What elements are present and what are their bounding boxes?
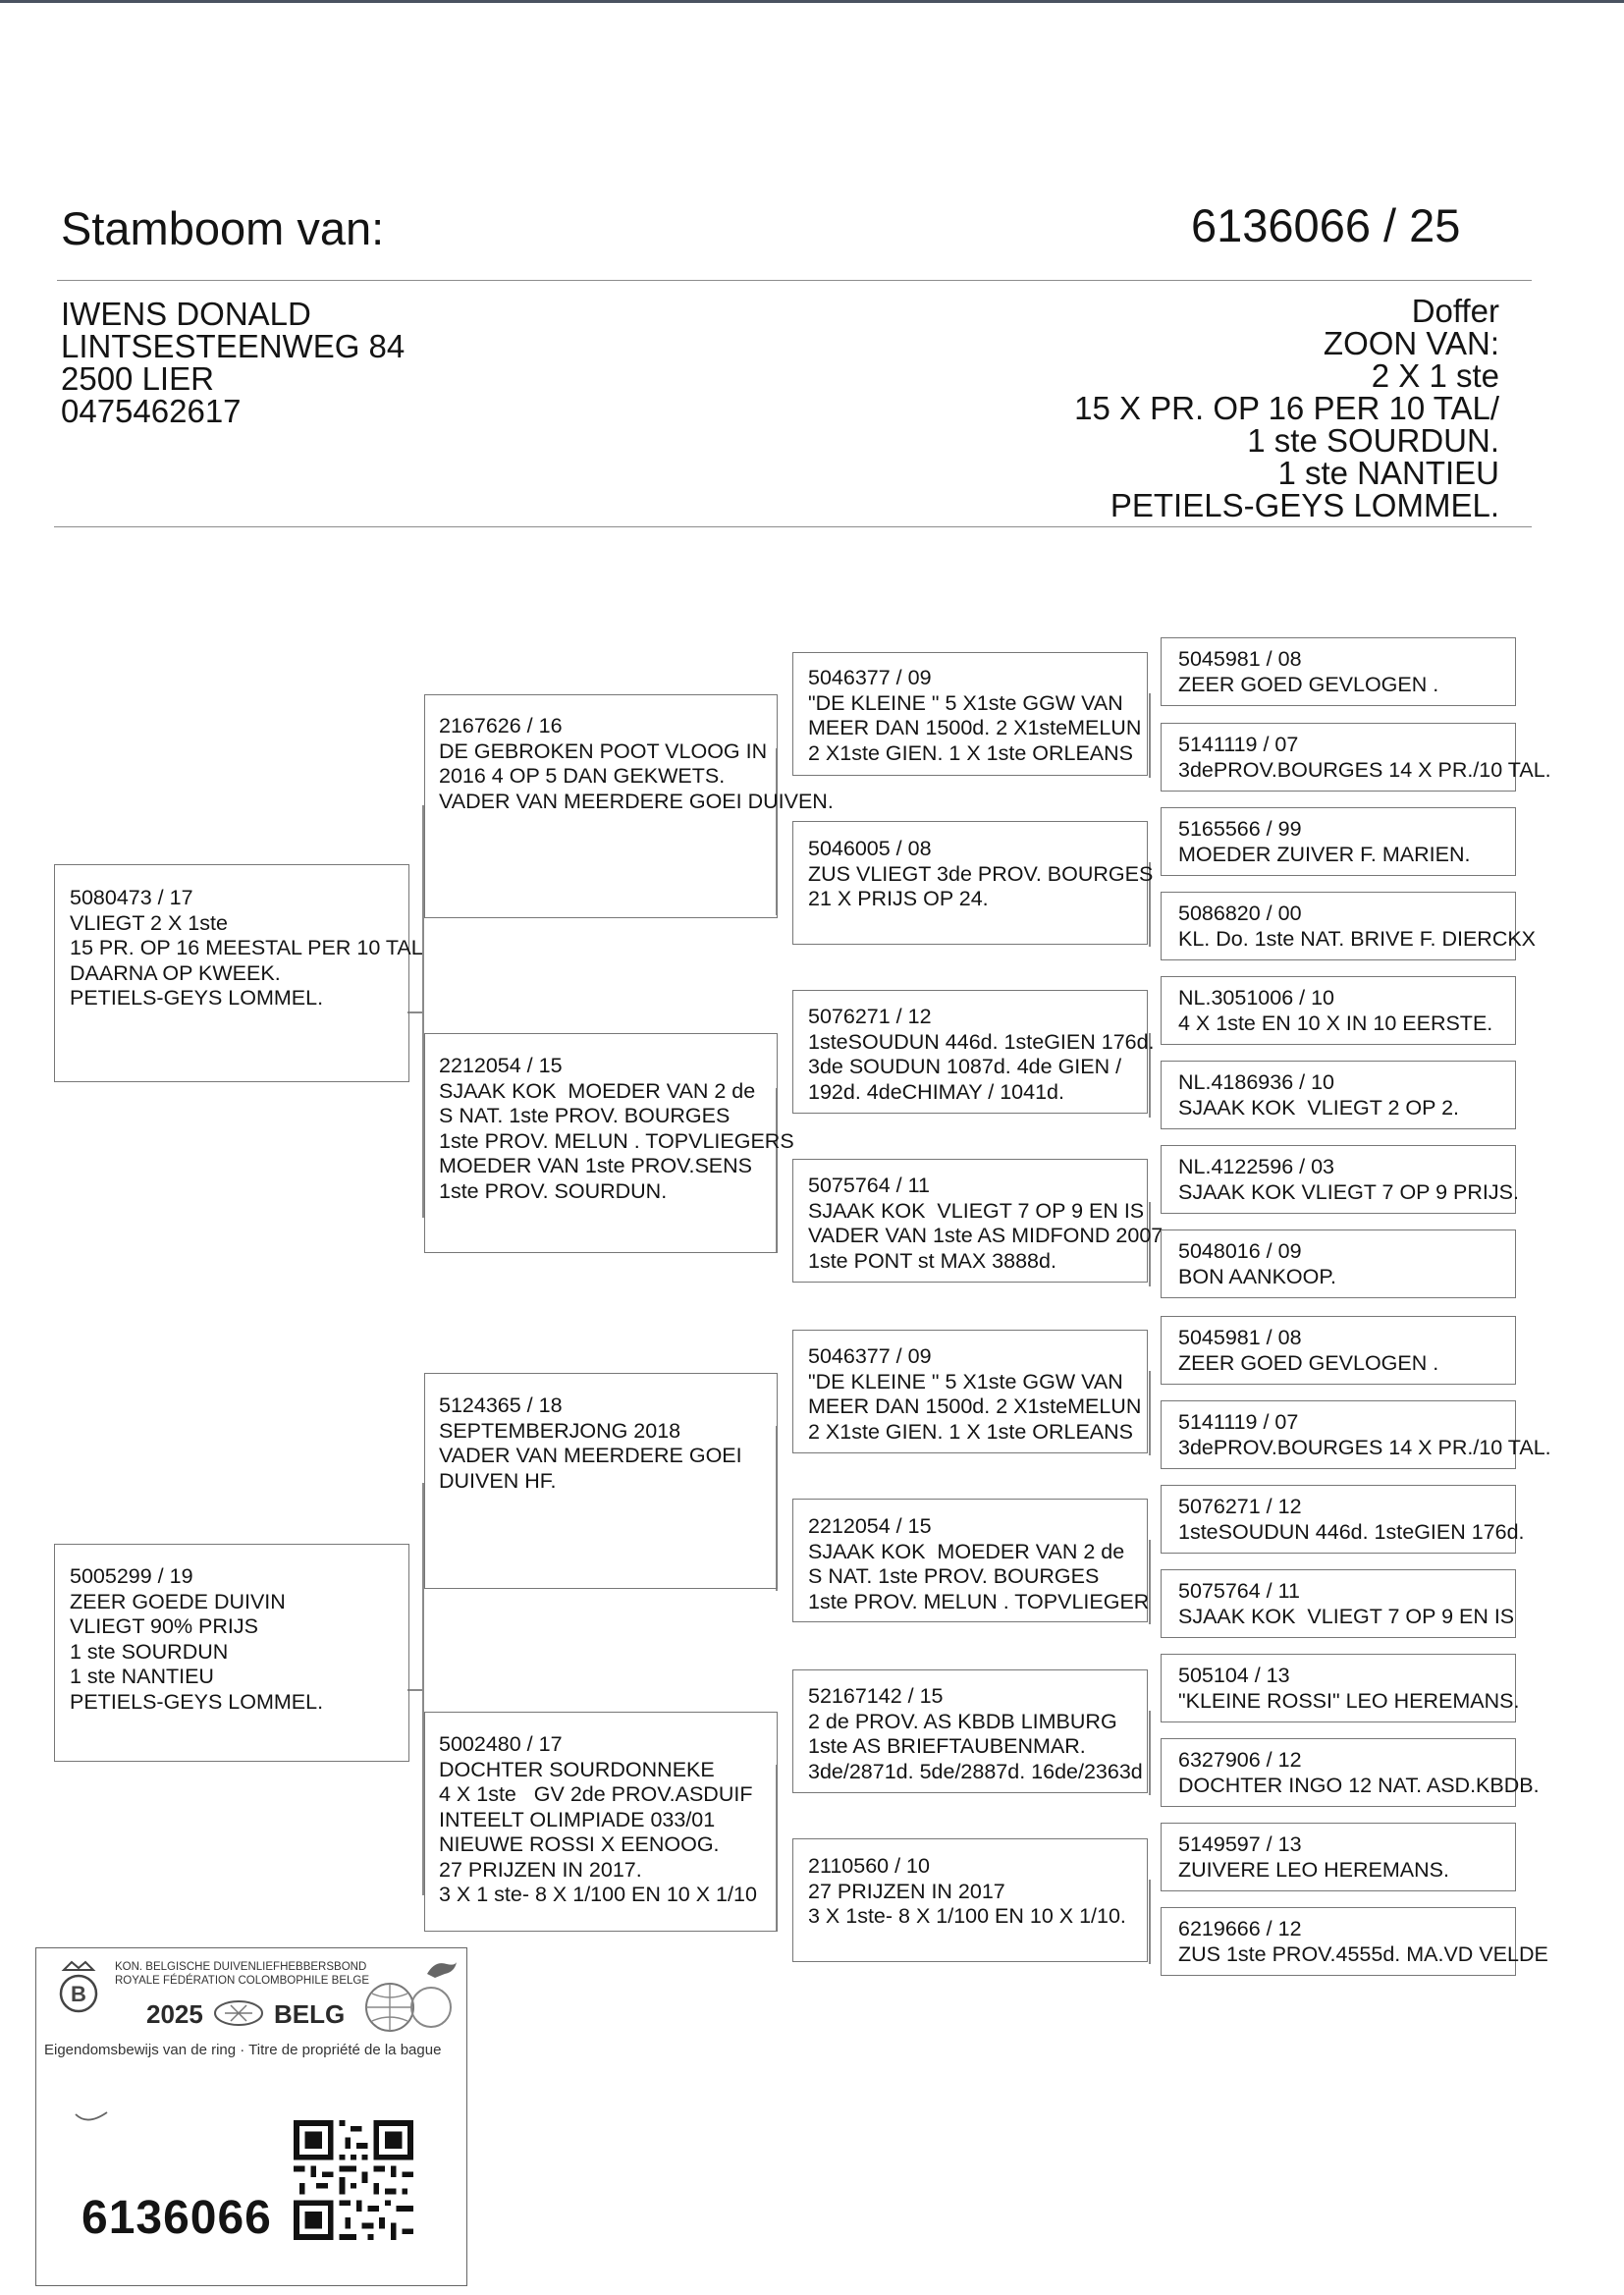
subject-line: 1 ste SOURDUN. (1247, 422, 1499, 459)
page-title: Stamboom van: (61, 202, 385, 254)
subject-line: ZOON VAN: (1323, 325, 1499, 361)
card-ring-number: 6136066 (81, 2192, 272, 2244)
pedigree-dam-text: 5005299 / 19 ZEER GOEDE DUIVIN VLIEGT 90% PRIJS 1 ste SOURDUN 1 ste NANTIEU PETIELS-GEYS LOMMEL. (70, 1564, 324, 1714)
pedigree-gen4-text: 5141119 / 07 3dePROV.BOURGES 14 X PR./10 TAL. (1178, 1410, 1551, 1459)
badge-letter: B (71, 1982, 86, 2006)
federation-name: KON. BELGISCHE DUIVENLIEFHEBBERSBOND ROYALE FÉDÉRATION COLOMBOPHILE BELGE (115, 1961, 370, 1987)
pedigree-gen4-text: NL.4122596 / 03 SJAAK KOK VLIEGT 7 OP 9 PRIJS. (1178, 1155, 1519, 1204)
pedigree-gen2-text: 2167626 / 16 DE GEBROKEN POOT VLOOG IN 2016 4 OP 5 DAN GEKWETS. VADER VAN MEERDERE GOEI DUIVEN. (439, 714, 834, 813)
owner-block (61, 298, 405, 427)
pedigree-gen4-text: 5045981 / 08 ZEER GOED GEVLOGEN . (1178, 1326, 1439, 1375)
pedigree-gen2-text: 5002480 / 17 DOCHTER SOURDONNEKE 4 X 1ste GV 2de PROV.ASDUIF INTEELT OLIMPIADE 033/01 NIEUWE ROSSI X EENOOG. 27 PRIJZEN IN 2017. 3 X 1 ste- 8 X 1/100 EN 10 X 1/10 (439, 1732, 757, 1906)
pedigree-gen4-text: 5076271 / 12 1steSOUDUN 446d. 1steGIEN 176d. (1178, 1495, 1525, 1544)
ring-country: BELG (274, 1999, 346, 2029)
pedigree-gen4-text: 6219666 / 12 ZUS 1ste PROV.4555d. MA.VD VELDE (1178, 1917, 1548, 1966)
pedigree-gen4-text: 5075764 / 11 SJAAK KOK VLIEGT 7 OP 9 EN IS (1178, 1579, 1515, 1628)
ring-number: 6136066 / 25 (1191, 199, 1461, 251)
connector-line (1149, 1711, 1151, 1795)
pedigree-gen2-text: 2212054 / 15 SJAAK KOK MOEDER VAN 2 de S NAT. 1ste PROV. BOURGES 1ste PROV. MELUN . TOPVLIEGERS MOEDER VAN 1ste PROV.SENS 1ste PROV. SOURDUN. (439, 1054, 794, 1203)
subject-description (1074, 295, 1499, 521)
pedigree-gen4-text: 505104 / 13 "KLEINE ROSSI" LEO HEREMANS. (1178, 1664, 1520, 1713)
pedigree-gen4-text: 5048016 / 09 BON AANKOOP. (1178, 1239, 1336, 1288)
pedigree-gen4-text: NL.4186936 / 10 SJAAK KOK VLIEGT 2 OP 2. (1178, 1070, 1459, 1120)
pedigree-gen3-text: 5046377 / 09 "DE KLEINE " 5 X1ste GGW VAN MEER DAN 1500d. 2 X1steMELUN 2 X1ste GIEN. 1 X 1ste ORLEANS (808, 666, 1142, 765)
connector-line (1149, 693, 1151, 778)
subject-line: 1 ste NANTIEU (1277, 455, 1499, 491)
ring-year: 2025 (146, 1999, 203, 2029)
pedigree-gen3-text: 2110560 / 10 27 PRIJZEN IN 2017 3 X 1ste- 8 X 1/100 EN 10 X 1/10. (808, 1854, 1126, 1928)
pedigree-gen3-text: 5046005 / 08 ZUS VLIEGT 3de PROV. BOURGES 21 X PRIJS OP 24. (808, 837, 1154, 910)
top-edge-line (0, 0, 1624, 3)
pedigree-gen4-text: NL.3051006 / 10 4 X 1ste EN 10 X IN 10 EERSTE. (1178, 986, 1493, 1035)
subject-line: PETIELS-GEYS LOMMEL. (1110, 487, 1499, 523)
pedigree-gen3-text: 5046377 / 09 "DE KLEINE " 5 X1ste GGW VAN MEER DAN 1500d. 2 X1steMELUN 2 X1ste GIEN. 1 X 1ste ORLEANS (808, 1344, 1142, 1444)
owner-name: IWENS DONALD (61, 296, 311, 332)
header-bottom-divider (54, 526, 1532, 527)
connector-line (407, 1689, 422, 1691)
pedigree-gen4-text: 6327906 / 12 DOCHTER INGO 12 NAT. ASD.KBDB. (1178, 1748, 1540, 1797)
pedigree-gen2-text: 5124365 / 18 SEPTEMBERJONG 2018 VADER VAN MEERDERE GOEI DUIVEN HF. (439, 1393, 742, 1493)
owner-phone: 0475462617 (61, 393, 242, 429)
owner-city: 2500 LIER (61, 360, 214, 397)
pedigree-gen4-text: 5086820 / 00 KL. Do. 1ste NAT. BRIVE F. DIERCKX (1178, 902, 1537, 951)
pedigree-gen3-text: 52167142 / 15 2 de PROV. AS KBDB LIMBURG 1ste AS BRIEFTAUBENMAR. 3de/2871d. 5de/2887d. 16de/2363d (808, 1684, 1143, 1783)
globe-logo-icon (360, 1978, 459, 2037)
pedigree-gen4-text: 5149597 / 13 ZUIVERE LEO HEREMANS. (1178, 1832, 1449, 1882)
pedigree-gen3-text: 2212054 / 15 SJAAK KOK MOEDER VAN 2 de S NAT. 1ste PROV. BOURGES 1ste PROV. MELUN . TOPVLIEGER (808, 1514, 1150, 1613)
lion-emblem-icon (211, 1995, 266, 2031)
pedigree-gen3-text: 5075764 / 11 SJAAK KOK VLIEGT 7 OP 9 EN IS VADER VAN 1ste AS MIDFOND 2007 1ste PONT st MAX 3888d. (808, 1174, 1164, 1273)
connector-line (1149, 1371, 1151, 1455)
connector-line (1149, 1880, 1151, 1964)
connector-line (407, 1011, 422, 1013)
subject-sex: Doffer (1411, 293, 1499, 329)
owner-street: LINTSESTEENWEG 84 (61, 328, 406, 364)
pedigree-gen4-text: 5045981 / 08 ZEER GOED GEVLOGEN . (1178, 647, 1439, 696)
pedigree-sire-text: 5080473 / 17 VLIEGT 2 X 1ste 15 PR. OP 16 MEESTAL PER 10 TAL DAARNA OP KWEEK. PETIELS-GEYS LOMMEL. (70, 886, 423, 1010)
ownership-caption: Eigendomsbewijs van de ring · Titre de propriété de la bague (44, 2042, 442, 2058)
subject-line: 2 X 1 ste (1371, 357, 1499, 394)
header-divider (57, 280, 1532, 281)
subject-line: 15 X PR. OP 16 PER 10 TAL/ (1074, 390, 1499, 426)
checkmark-mark (74, 2110, 109, 2126)
pedigree-gen3-text: 5076271 / 12 1steSOUDUN 446d. 1steGIEN 176d. 3de SOUDUN 1087d. 4de GIEN / 192d. 4deCHIMAY / 1041d. (808, 1005, 1155, 1104)
qr-code-icon (294, 2120, 413, 2240)
federation-crest-icon (54, 1958, 103, 2017)
pedigree-gen4-text: 5141119 / 07 3dePROV.BOURGES 14 X PR./10 TAL. (1178, 733, 1551, 782)
ring-ownership-card (35, 1947, 467, 2286)
pedigree-gen4-text: 5165566 / 99 MOEDER ZUIVER F. MARIEN. (1178, 817, 1471, 866)
